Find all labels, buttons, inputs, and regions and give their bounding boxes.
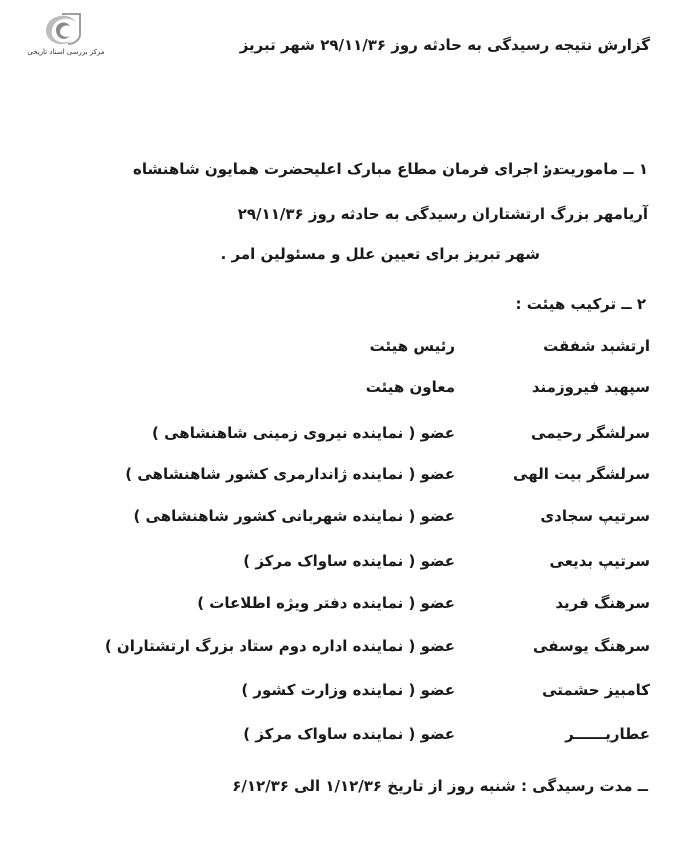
member-name: سرلشگر بیت الهی (513, 465, 650, 483)
member-row (0, 378, 700, 404)
member-name: سرهنگ یوسفی (533, 637, 650, 655)
member-role: عضو ( نماینده وزارت کشور ) (241, 681, 455, 699)
member-row (0, 725, 700, 751)
member-name: سرتیپ بدیعی (549, 552, 650, 570)
member-role: عضو ( نماینده اداره دوم ستاد بزرگ ارتشتاران ) (104, 637, 455, 655)
member-role: عضو ( نماینده شهربانی کشور شاهنشاهی ) (133, 507, 455, 525)
member-role: عضو ( نماینده نیروی زمینی شاهنشاهی ) (152, 424, 455, 442)
member-row (0, 337, 700, 363)
member-role: عضو ( نماینده دفتر ویژه اطلاعات ) (197, 594, 455, 612)
member-role: عضو ( نماینده ساواک مرکز ) (243, 725, 455, 743)
member-name: سرلشگر رحیمی (530, 424, 650, 442)
section1-label: ۱ ــ ماموریت : (543, 160, 648, 178)
member-row (0, 637, 700, 663)
member-row (0, 681, 700, 707)
member-name: سرهنگ فرید (555, 594, 650, 612)
member-name: عطاریــــــر (565, 725, 650, 743)
member-name: سرتیپ سجادی (540, 507, 650, 525)
member-role: عضو ( نماینده ژاندارمری کشور شاهنشاهی ) (125, 465, 455, 483)
archive-logo-icon (38, 10, 86, 48)
section1-line1: در اجرای فرمان مطاع مبارک اعلیحضرت همایون شاهنشاه (133, 160, 560, 178)
member-name: ارتشبد شفقت (543, 337, 650, 355)
member-role: معاون هیئت (365, 378, 455, 396)
member-role: عضو ( نماینده ساواک مرکز ) (243, 552, 455, 570)
logo-text: مرکز بررسی اسناد تاریخی (27, 48, 105, 56)
member-row (0, 594, 700, 620)
member-name: سپهبد فیروزمند (531, 378, 650, 396)
member-row (0, 507, 700, 533)
section2-label: ۲ ــ ترکیب هیئت : (515, 295, 646, 313)
section1-line2: آریامهر بزرگ ارتشتاران رسیدگی به حادثه روز ۲۹/۱۱/۳۶ (237, 205, 648, 223)
logo (12, 10, 120, 60)
member-role: رئیس هیئت (369, 337, 455, 355)
member-row (0, 465, 700, 491)
member-row (0, 552, 700, 578)
member-name: کامبیز حشمتی (542, 681, 650, 699)
review-period: ــ مدت رسیدگی : شنبه روز از تاریخ ۱/۱۲/۳۶ الی ۶/۱۲/۳۶ (232, 777, 648, 795)
member-row (0, 424, 700, 450)
document-title: گزارش نتیجه رسیدگی به حادثه روز ۲۹/۱۱/۳۶ شهر تبریز (239, 36, 650, 54)
section1-line3: شهر تبریز برای تعیین علل و مسئولین امر . (220, 245, 540, 263)
